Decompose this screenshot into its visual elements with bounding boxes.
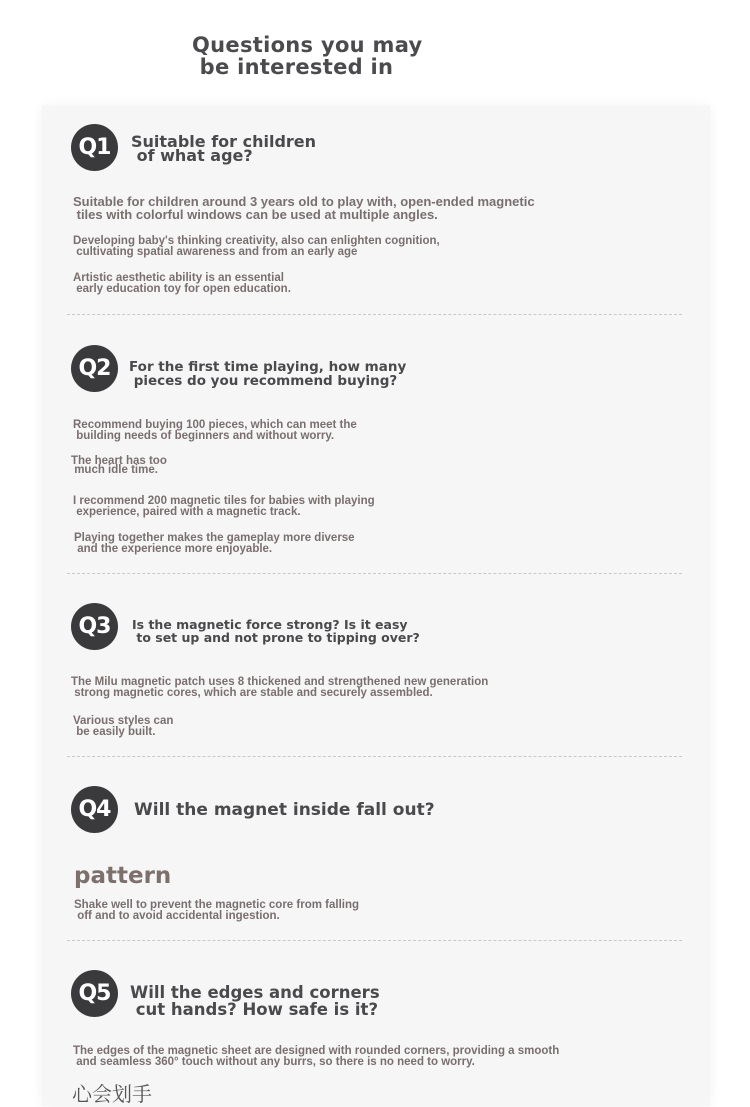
page-title: Questions you may be interested in: [192, 33, 423, 79]
q4-answer-1: Shake well to prevent the magnetic core from falling off and to avoid accidental ingestion.: [74, 899, 360, 922]
q1-answer-1: Suitable for children around 3 years old to play with, open-ended magnetic tiles with colorful windows can be used at multiple angles.: [73, 194, 535, 222]
divider: [67, 573, 682, 574]
q3-answer-2: Various styles can be easily built.: [73, 715, 174, 738]
q3-answer-1: The Milu magnetic patch uses 8 thickened and strengthened new generation strong magnetic cores, which are stable and securely assembled.: [71, 676, 489, 699]
q4-badge: Q4: [71, 786, 118, 833]
q1-answer-3: Artistic aesthetic ability is an essential early education toy for open education.: [73, 272, 291, 295]
section-heading: pattern: [74, 863, 172, 889]
q2-answer-3: I recommend 200 magnetic tiles for babies with playing experience, paired with a magnetic track.: [73, 495, 375, 518]
divider: [67, 940, 682, 941]
q2-answer-1: Recommend buying 100 pieces, which can meet the building needs of beginners and without worry.: [73, 419, 357, 442]
q1-badge: Q1: [71, 124, 118, 171]
q2-answer-4: Playing together makes the gameplay more diverse and the experience more enjoyable.: [74, 532, 355, 555]
q5-question: Will the edges and corners cut hands? How safe is it?: [130, 983, 380, 1019]
divider: [67, 314, 682, 315]
q2-answer-2: The heart has too much idle time.: [71, 455, 167, 476]
trailing-text: 心会划手: [72, 1082, 152, 1106]
q3-badge: Q3: [71, 603, 118, 650]
divider: [67, 756, 682, 757]
q4-question: Will the magnet inside fall out?: [134, 800, 435, 820]
q2-badge: Q2: [71, 345, 118, 392]
q3-question: Is the magnetic force strong? Is it easy to set up and not prone to tipping over?: [132, 617, 420, 645]
q1-answer-2: Developing baby's thinking creativity, also can enlighten cognition, cultivating spatial awareness and from an early age: [73, 235, 440, 258]
q1-question: Suitable for children of what age?: [131, 132, 317, 165]
q5-answer-1: The edges of the magnetic sheet are designed with rounded corners, providing a smooth and seamless 360° touch without any burrs, so there is no need to worry.: [73, 1045, 560, 1068]
q5-badge: Q5: [71, 970, 118, 1017]
q2-question: For the first time playing, how many pieces do you recommend buying?: [129, 359, 407, 389]
